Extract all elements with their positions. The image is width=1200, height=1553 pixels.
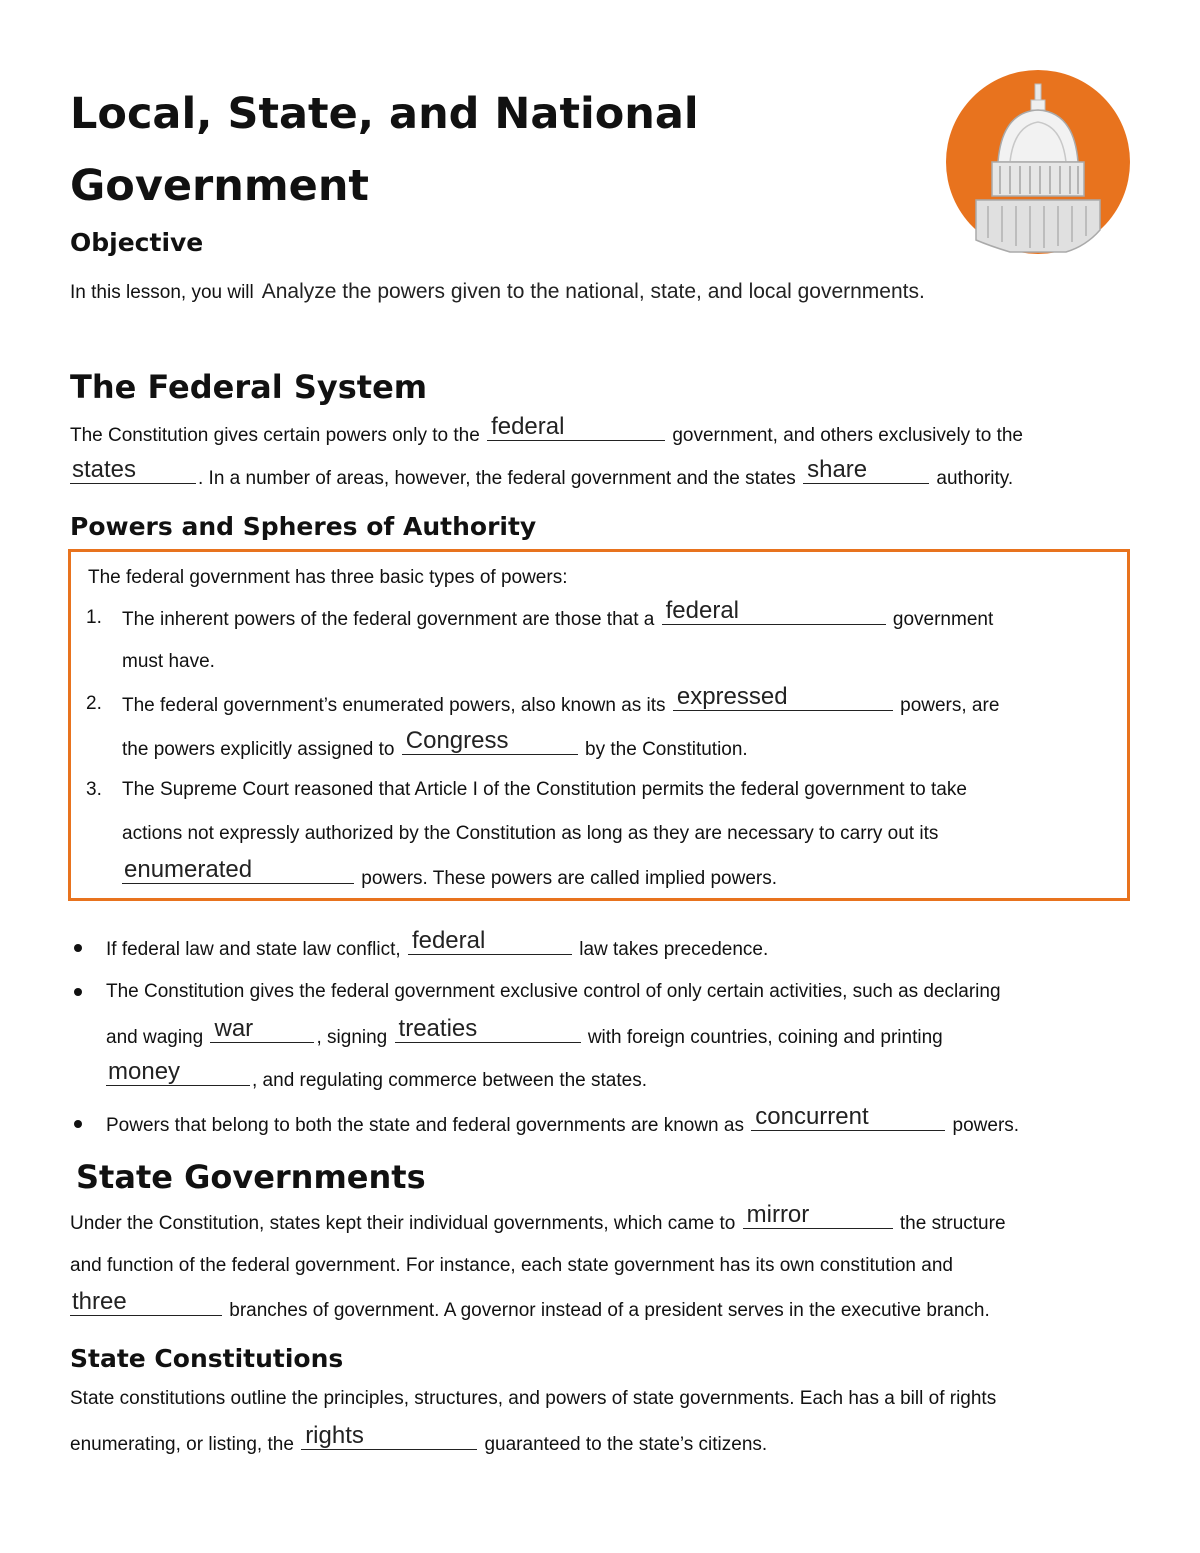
objective-answer: Analyze the powers given to the national, state, and local governments.: [261, 280, 925, 303]
text-segment: and waging: [106, 1027, 204, 1048]
answer-text: mirror: [746, 1201, 810, 1228]
page-title: [70, 78, 830, 222]
list-number: 1.: [86, 607, 102, 628]
answer-text: share: [807, 456, 868, 483]
state-const-line-1: State constitutions outline the principles, structures, and powers of state governments. Each has a bill of rights: [70, 1388, 997, 1409]
answer-text: expressed: [676, 683, 788, 710]
text-segment: powers.: [952, 1115, 1020, 1136]
title-line-2: Government: [70, 161, 369, 211]
text-segment: The federal government’s enumerated powers, also known as its: [122, 695, 666, 716]
answer-text: states: [72, 456, 137, 483]
text-segment: , signing: [316, 1027, 388, 1048]
state-gov-line-3: [70, 1288, 990, 1323]
answer-blank: [743, 1201, 893, 1229]
power-item-2-line-1: [122, 683, 1000, 718]
answer-blank: [402, 727, 578, 755]
bullet-dot: [74, 988, 82, 996]
answer-text: federal: [665, 597, 739, 624]
text-segment: the structure: [899, 1213, 1006, 1234]
answer-text: enumerated: [124, 856, 253, 883]
text-segment: law takes precedence.: [579, 939, 769, 960]
answer-blank: [487, 413, 665, 441]
answer-text: concurrent: [755, 1103, 869, 1130]
text-segment: Powers that belong to both the state and federal governments are known as: [106, 1115, 744, 1136]
power-item-1-line-1: [122, 597, 994, 632]
bullet-1: [106, 927, 769, 962]
state-constitutions-heading: State Constitutions: [70, 1344, 344, 1373]
answer-blank: [803, 456, 929, 484]
federal-system-line-2: [70, 456, 1014, 491]
answer-text: federal: [411, 927, 486, 954]
objective-heading: Objective: [70, 228, 204, 257]
answer-text: Congress: [405, 727, 509, 754]
list-number: 2.: [86, 693, 102, 714]
text-segment: the powers explicitly assigned to: [122, 739, 395, 760]
federal-system-line-1: [70, 413, 1023, 448]
text-segment: with foreign countries, coining and printing: [587, 1027, 943, 1048]
text-segment: government, and others exclusively to the: [672, 425, 1023, 446]
answer-blank: [210, 1015, 314, 1043]
state-gov-line-2: and function of the federal government. For instance, each state government has its own constitution and: [70, 1255, 953, 1276]
capitol-dome-icon: [946, 70, 1130, 254]
bullet-2-line-3: [106, 1058, 648, 1093]
answer-text: war: [214, 1015, 254, 1042]
answer-blank: [408, 927, 572, 955]
state-gov-line-1: [70, 1201, 1006, 1236]
objective-line: [70, 280, 925, 305]
powers-heading: Powers and Spheres of Authority: [70, 512, 537, 541]
title-line-1: Local, State, and National: [70, 89, 699, 139]
power-item-3-line-3: [122, 856, 778, 891]
powers-intro: The federal government has three basic types of powers:: [88, 567, 568, 588]
power-item-2-line-2: [122, 727, 748, 762]
answer-blank: [301, 1422, 477, 1450]
state-const-line-2: [70, 1422, 768, 1457]
powers-box: [68, 549, 1130, 901]
text-segment: authority.: [936, 468, 1014, 489]
answer-text: federal: [491, 413, 565, 440]
list-number: 3.: [86, 779, 102, 800]
text-segment: government: [892, 609, 994, 630]
text-segment: If federal law and state law conflict,: [106, 939, 401, 960]
answer-blank: [395, 1015, 581, 1043]
federal-system-heading: The Federal System: [70, 368, 428, 406]
answer-blank: [662, 597, 886, 625]
power-item-3-line-2: actions not expressly authorized by the Constitution as long as they are necessary to carry out its: [122, 823, 939, 844]
text-segment: branches of government. A governor instead of a president serves in the executive branch.: [229, 1300, 990, 1321]
answer-blank: [70, 1288, 222, 1316]
state-governments-heading: State Governments: [76, 1158, 426, 1196]
power-item-1-line-2: must have.: [122, 651, 215, 672]
text-segment: guaranteed to the state’s citizens.: [484, 1434, 768, 1455]
text-segment: enumerating, or listing, the: [70, 1434, 294, 1455]
bullet-2-line-2: [106, 1015, 943, 1050]
bullet-dot: [74, 1120, 82, 1128]
text-segment: The Constitution gives certain powers only to the: [70, 425, 480, 446]
objective-lead: In this lesson, you will: [70, 282, 254, 303]
text-segment: Under the Constitution, states kept their individual governments, which came to: [70, 1213, 736, 1234]
answer-blank: [751, 1103, 945, 1131]
text-segment: The inherent powers of the federal government are those that a: [122, 609, 655, 630]
power-item-3-line-1: The Supreme Court reasoned that Article I of the Constitution permits the federal government to take: [122, 779, 967, 800]
bullet-dot: [74, 944, 82, 952]
answer-blank: [122, 856, 354, 884]
answer-text: rights: [305, 1422, 364, 1449]
bullet-2-line-1: The Constitution gives the federal government exclusive control of only certain activities, such as declaring: [106, 981, 1001, 1002]
text-segment: . In a number of areas, however, the federal government and the states: [198, 468, 796, 489]
text-segment: powers, are: [900, 695, 1000, 716]
answer-blank: [70, 456, 196, 484]
bullet-3: [106, 1103, 1020, 1138]
answer-blank: [673, 683, 893, 711]
answer-text: money: [108, 1058, 181, 1085]
answer-text: treaties: [398, 1015, 478, 1042]
answer-blank: [106, 1058, 250, 1086]
text-segment: by the Constitution.: [585, 739, 748, 760]
answer-text: three: [72, 1288, 127, 1315]
text-segment: , and regulating commerce between the states.: [252, 1070, 648, 1091]
text-segment: powers. These powers are called implied powers.: [361, 868, 778, 889]
